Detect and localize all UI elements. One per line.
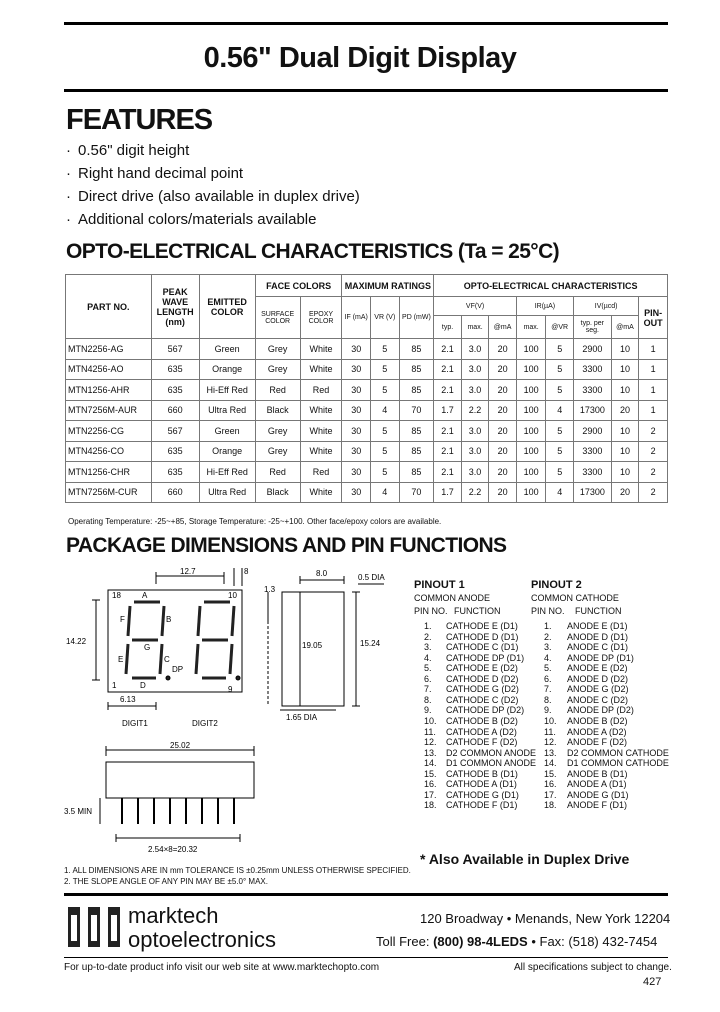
header-face-colors: FACE COLORS xyxy=(255,275,342,297)
pin-function: ANODE G (D2) xyxy=(567,684,629,695)
header-peak-wavelength: PEAK WAVE LENGTH (nm) xyxy=(151,275,199,339)
table-cell: 635 xyxy=(151,462,199,483)
company-name-line2: optoelectronics xyxy=(128,927,276,952)
table-cell: Orange xyxy=(199,441,255,462)
table-cell: 70 xyxy=(399,400,434,421)
table-cell: 17300 xyxy=(573,482,611,503)
features-heading: FEATURES xyxy=(66,104,213,136)
table-cell: 2.2 xyxy=(461,400,489,421)
pin-function: CATHODE E (D1) xyxy=(446,621,518,631)
pin-number: 4. xyxy=(424,652,432,663)
table-cell: 2 xyxy=(639,462,668,483)
table-row xyxy=(66,359,668,380)
table-cell: 2.1 xyxy=(434,380,462,401)
marktech-logo-icon xyxy=(66,905,126,949)
table-cell: 100 xyxy=(516,359,546,380)
table-cell: 5 xyxy=(371,421,400,442)
pin-function: CATHODE DP (D1) xyxy=(446,652,525,663)
table-cell: 5 xyxy=(371,339,400,360)
segment-e-label: E xyxy=(118,655,124,664)
pin-number: 16. xyxy=(544,779,557,790)
table-cell: 660 xyxy=(151,400,199,421)
header-vf: VF(V) xyxy=(434,297,517,316)
table-cell: 20 xyxy=(489,482,517,503)
table-cell: 10 xyxy=(611,380,639,401)
header-surface-color: SURFACE COLOR xyxy=(255,297,300,339)
segment-c-label: C xyxy=(164,655,170,664)
package-drawing xyxy=(64,562,404,872)
table-cell: 567 xyxy=(151,421,199,442)
dim-14-22: 14.22 xyxy=(66,637,87,646)
header-vr: VR (V) xyxy=(371,297,400,339)
table-cell: 100 xyxy=(516,421,546,442)
feature-item: · Direct drive (also available in duplex drive) xyxy=(66,188,360,205)
table-cell: 5 xyxy=(546,462,574,483)
table-cell: 4 xyxy=(546,400,574,421)
pin-function: D2 COMMON CATHODE xyxy=(567,747,669,758)
top-rule xyxy=(64,22,668,25)
table-cell: 3.0 xyxy=(461,421,489,442)
table-cell: 2900 xyxy=(573,421,611,442)
table-cell: 20 xyxy=(611,482,639,503)
header-pinout: PIN-OUT xyxy=(639,297,668,339)
table-cell: 5 xyxy=(371,441,400,462)
table-cell: MTN7256M-AUR xyxy=(66,400,152,421)
pin-number: 6. xyxy=(424,673,432,684)
dim-6-13: 6.13 xyxy=(120,695,136,704)
table-cell: 85 xyxy=(399,441,434,462)
title-rule xyxy=(64,89,668,92)
pin-function: D1 COMMON ANODE xyxy=(446,758,537,769)
pin-function: ANODE B (D2) xyxy=(567,715,628,726)
table-cell: MTN2256-CG xyxy=(66,421,152,442)
header-emitted-color: EMITTED COLOR xyxy=(199,275,255,339)
table-cell: 3.0 xyxy=(461,380,489,401)
pin-function: CATHODE G (D1) xyxy=(446,789,519,800)
table-cell: Green xyxy=(199,421,255,442)
table-cell: 1 xyxy=(639,359,668,380)
table-cell: 5 xyxy=(546,380,574,401)
table-cell: Ultra Red xyxy=(199,482,255,503)
table-cell: White xyxy=(300,359,342,380)
pin-number: 9. xyxy=(424,705,432,716)
table-cell: Grey xyxy=(255,441,300,462)
pin-function: CATHODE B (D1) xyxy=(446,768,518,779)
dim-8-0: 8.0 xyxy=(316,569,328,578)
page-number: 427 xyxy=(643,976,662,988)
segment-d-label: D xyxy=(140,681,146,690)
table-cell: 1 xyxy=(639,400,668,421)
pin-number: 1. xyxy=(424,621,432,631)
table-cell: 17300 xyxy=(573,400,611,421)
table-cell: 10 xyxy=(611,462,639,483)
pin-function: CATHODE E (D2) xyxy=(446,663,518,674)
page-title: 0.56" Dual Digit Display xyxy=(203,42,517,74)
table-cell: Black xyxy=(255,482,300,503)
pin-function: ANODE DP (D1) xyxy=(567,652,634,663)
table-cell: 20 xyxy=(489,462,517,483)
pin-number: 14. xyxy=(544,758,557,769)
pin-function: CATHODE DP (D2) xyxy=(446,705,525,716)
pin-number: 6. xyxy=(544,673,552,684)
pin-function: CATHODE G (D2) xyxy=(446,684,519,695)
pin-function: D1 COMMON CATHODE xyxy=(567,758,669,769)
table-cell: 30 xyxy=(342,339,371,360)
pin-function: ANODE D (D1) xyxy=(567,631,629,642)
table-cell: 3.0 xyxy=(461,462,489,483)
pin-function: ANODE F (D1) xyxy=(567,800,628,811)
header-at-ma: @mA xyxy=(611,316,639,339)
header-if: IF (mA) xyxy=(342,297,371,339)
pin-function: ANODE C (D2) xyxy=(567,694,629,705)
table-cell: 20 xyxy=(611,400,639,421)
table-cell: 100 xyxy=(516,339,546,360)
table-cell: 10 xyxy=(611,359,639,380)
table-cell: 2.2 xyxy=(461,482,489,503)
table-cell: 85 xyxy=(399,359,434,380)
pin-9-label: 9 xyxy=(228,685,233,694)
header-max: max. xyxy=(461,316,489,339)
header-part-no: PART NO. xyxy=(66,275,152,339)
pin-function: CATHODE D (D2) xyxy=(446,673,519,684)
table-cell: 100 xyxy=(516,400,546,421)
table-cell: White xyxy=(300,482,342,503)
table-cell: White xyxy=(300,421,342,442)
company-name-line1: marktech xyxy=(128,903,219,928)
pin-function: CATHODE F (D1) xyxy=(446,800,518,811)
table-cell: 5 xyxy=(371,462,400,483)
table-cell: 20 xyxy=(489,400,517,421)
pin-function: CATHODE A (D2) xyxy=(446,726,517,737)
dimension-note-2: 2. THE SLOPE ANGLE OF ANY PIN MAY BE ±5.0° MAX. xyxy=(64,877,268,886)
table-cell: 635 xyxy=(151,359,199,380)
table-cell: Orange xyxy=(199,359,255,380)
table-cell: 85 xyxy=(399,380,434,401)
table-cell: Hi-Eff Red xyxy=(199,380,255,401)
pin-10-label: 10 xyxy=(228,591,237,600)
table-cell: 3.0 xyxy=(461,441,489,462)
web-note: For up-to-date product info visit our web site at www.marktechopto.com xyxy=(64,962,380,973)
pin-function: CATHODE C (D2) xyxy=(446,694,519,705)
table-cell: 30 xyxy=(342,462,371,483)
dim-12-7: 12.7 xyxy=(180,567,196,576)
table-cell: MTN4256-AO xyxy=(66,359,152,380)
table-cell: 635 xyxy=(151,441,199,462)
dim-25-02: 25.02 xyxy=(170,741,191,750)
header-typ-per-seg: typ. per seg. xyxy=(573,316,611,339)
table-row xyxy=(66,400,668,421)
table-cell: 1 xyxy=(639,380,668,401)
table-cell: 20 xyxy=(489,421,517,442)
table-cell: 4 xyxy=(546,482,574,503)
header-typ: typ. xyxy=(434,316,462,339)
dim-pin-pitch: 2.54×8=20.32 xyxy=(148,845,198,854)
table-cell: 2 xyxy=(639,482,668,503)
table-cell: 1.7 xyxy=(434,482,462,503)
pinout1-title: PINOUT 1 xyxy=(414,579,465,591)
table-cell: 3300 xyxy=(573,441,611,462)
table-cell: 20 xyxy=(489,359,517,380)
table-cell: 85 xyxy=(399,339,434,360)
table-row xyxy=(66,421,668,442)
dimension-note-1: 1. ALL DIMENSIONS ARE IN mm TOLERANCE IS ±0.25mm UNLESS OTHERWISE SPECIFIED. xyxy=(64,866,411,875)
table-cell: Red xyxy=(255,462,300,483)
package-heading: PACKAGE DIMENSIONS AND PIN FUNCTIONS xyxy=(66,534,507,557)
pin-function: ANODE DP (D2) xyxy=(567,705,634,716)
digit1-label: DIGIT1 xyxy=(122,719,148,728)
operating-note: Operating Temperature: -25~+85, Storage Temperature: -25~+100. Other face/epoxy colors are available. xyxy=(68,517,442,526)
table-cell: 10 xyxy=(611,339,639,360)
table-cell: 30 xyxy=(342,380,371,401)
table-cell: 1.7 xyxy=(434,400,462,421)
pin-function: ANODE G (D1) xyxy=(567,789,629,800)
table-cell: White xyxy=(300,441,342,462)
characteristics-table xyxy=(65,274,668,503)
opto-heading: OPTO-ELECTRICAL CHARACTERISTICS (Ta = 25°C) xyxy=(66,240,560,263)
duplex-note: * Also Available in Duplex Drive xyxy=(420,851,630,867)
table-cell: 3300 xyxy=(573,462,611,483)
table-cell: 4 xyxy=(371,400,400,421)
pin-function: ANODE E (D2) xyxy=(567,663,628,674)
pinout2-type: COMMON CATHODE xyxy=(531,593,619,603)
dim-3-5-min: 3.5 MIN xyxy=(64,807,93,816)
pin-1-label: 1 xyxy=(112,681,117,690)
pinout2-title: PINOUT 2 xyxy=(531,579,582,591)
table-cell: 100 xyxy=(516,462,546,483)
pin-function: D2 COMMON ANODE xyxy=(446,747,537,758)
pin-function: ANODE D (D2) xyxy=(567,673,629,684)
pin-number: 7. xyxy=(544,684,552,695)
table-cell: 3.0 xyxy=(461,359,489,380)
table-cell: MTN2256-AG xyxy=(66,339,152,360)
toll-free-number: (800) 98-4LEDS xyxy=(433,934,528,949)
table-cell: 2.1 xyxy=(434,421,462,442)
pin-number: 8. xyxy=(544,694,552,705)
table-cell: Red xyxy=(300,380,342,401)
segment-f-label: F xyxy=(120,615,125,624)
dim-8: 8 xyxy=(244,567,249,576)
pin-function: CATHODE F (D2) xyxy=(446,737,518,748)
table-body xyxy=(66,339,668,503)
table-cell: 20 xyxy=(489,441,517,462)
table-cell: 5 xyxy=(371,359,400,380)
table-cell: 567 xyxy=(151,339,199,360)
pin-function: CATHODE D (D1) xyxy=(446,631,519,642)
table-cell: MTN1256-CHR xyxy=(66,462,152,483)
table-cell: 5 xyxy=(546,441,574,462)
dim-0-5-dia: 0.5 DIA xyxy=(358,573,385,582)
table-row xyxy=(66,441,668,462)
pinout1-type: COMMON ANODE xyxy=(414,593,491,603)
pin-number: 1. xyxy=(544,621,552,631)
table-cell: Grey xyxy=(255,359,300,380)
table-row xyxy=(66,482,668,503)
table-cell: Red xyxy=(300,462,342,483)
table-cell: Grey xyxy=(255,339,300,360)
table-cell: 2 xyxy=(639,421,668,442)
footer-thin-rule xyxy=(64,957,668,958)
pin-number: 17. xyxy=(424,789,437,800)
table-cell: 20 xyxy=(489,339,517,360)
table-cell: 30 xyxy=(342,482,371,503)
pin-number: 18. xyxy=(544,800,557,811)
feature-item: · 0.56" digit height xyxy=(66,142,190,159)
pin-number: 18. xyxy=(424,800,437,811)
pin-function: CATHODE A (D1) xyxy=(446,779,517,790)
pin-number: 14. xyxy=(424,758,437,769)
table-cell: 30 xyxy=(342,359,371,380)
pin-number: 9. xyxy=(544,705,552,716)
pin-number: 12. xyxy=(424,737,437,748)
pin-number: 7. xyxy=(424,684,432,695)
segment-a-label: A xyxy=(142,591,148,600)
contact-line: Toll Free: (800) 98-4LEDS • Fax: (518) 432-7454 xyxy=(376,934,658,949)
table-cell: 660 xyxy=(151,482,199,503)
pin-number: 3. xyxy=(424,642,432,653)
pin-number: 15. xyxy=(544,768,557,779)
table-cell: 2.1 xyxy=(434,441,462,462)
pin-function: ANODE E (D1) xyxy=(567,621,628,631)
table-cell: 10 xyxy=(611,421,639,442)
header-max-ratings: MAXIMUM RATINGS xyxy=(342,275,434,297)
pin-number: 11. xyxy=(544,726,556,737)
dim-1-65-dia: 1.65 DIA xyxy=(286,713,318,722)
table-cell: 5 xyxy=(546,339,574,360)
header-opto: OPTO-ELECTRICAL CHARACTERISTICS xyxy=(434,275,668,297)
pin-number: 5. xyxy=(544,663,552,674)
pin-function: ANODE F (D2) xyxy=(567,737,628,748)
table-cell: MTN4256-CO xyxy=(66,441,152,462)
table-cell: 10 xyxy=(611,441,639,462)
table-row xyxy=(66,339,668,360)
dim-15-24: 15.24 xyxy=(360,639,381,648)
header-pd: PD (mW) xyxy=(399,297,434,339)
table-cell: 3300 xyxy=(573,380,611,401)
table-cell: 2.1 xyxy=(434,359,462,380)
table-cell: 100 xyxy=(516,482,546,503)
table-cell: 85 xyxy=(399,421,434,442)
table-cell: 2.1 xyxy=(434,462,462,483)
table-cell: Black xyxy=(255,400,300,421)
pin-number: 3. xyxy=(544,642,552,653)
pin-function: ANODE B (D1) xyxy=(567,768,628,779)
pinout2-col-fn: FUNCTION xyxy=(575,606,622,616)
table-cell: 2 xyxy=(639,441,668,462)
spec-note: All specifications subject to change. xyxy=(514,962,672,973)
table-cell: 30 xyxy=(342,421,371,442)
pin-function: ANODE C (D1) xyxy=(567,642,629,653)
table-row xyxy=(66,380,668,401)
table-cell: 85 xyxy=(399,462,434,483)
table-cell: Red xyxy=(255,380,300,401)
pin-function: ANODE A (D1) xyxy=(567,779,627,790)
pin-function: ANODE A (D2) xyxy=(567,726,627,737)
table-cell: Grey xyxy=(255,421,300,442)
bottom-view-outline xyxy=(106,762,254,798)
table-cell: 4 xyxy=(371,482,400,503)
table-cell: 5 xyxy=(546,359,574,380)
table-cell: Ultra Red xyxy=(199,400,255,421)
pinout1-col-no: PIN NO. xyxy=(414,606,448,616)
pinout1-col-fn: FUNCTION xyxy=(454,606,501,616)
pin-number: 12. xyxy=(544,737,557,748)
dim-19-05: 19.05 xyxy=(302,641,323,650)
pin-number: 16. xyxy=(424,779,437,790)
pin-number: 13. xyxy=(544,747,557,758)
pin-number: 11. xyxy=(424,726,436,737)
table-cell: 5 xyxy=(371,380,400,401)
header-at-vr: @VR xyxy=(546,316,574,339)
pin-number: 13. xyxy=(424,747,437,758)
pinout2-col-no: PIN NO. xyxy=(531,606,565,616)
pin-number: 2. xyxy=(424,631,432,642)
pin-number: 10. xyxy=(544,715,557,726)
table-cell: 3.0 xyxy=(461,339,489,360)
table-cell: 5 xyxy=(546,421,574,442)
pin-number: 10. xyxy=(424,715,437,726)
pin-number: 5. xyxy=(424,663,432,674)
company-address: 120 Broadway • Menands, New York 12204 xyxy=(420,911,671,926)
table-cell: MTN1256-AHR xyxy=(66,380,152,401)
table-cell: 70 xyxy=(399,482,434,503)
table-cell: 3300 xyxy=(573,359,611,380)
pin-number: 8. xyxy=(424,694,432,705)
table-cell: White xyxy=(300,339,342,360)
feature-item: · Additional colors/materials available xyxy=(66,211,317,228)
segment-dp-label: DP xyxy=(172,665,184,674)
pin-number: 4. xyxy=(544,652,552,663)
table-cell: 635 xyxy=(151,380,199,401)
table-cell: 30 xyxy=(342,400,371,421)
footer-rule xyxy=(64,893,668,896)
dim-1-3: 1.3 xyxy=(264,585,276,594)
pin-18-label: 18 xyxy=(112,591,121,600)
pin-function: CATHODE B (D2) xyxy=(446,715,518,726)
feature-item: · Right hand decimal point xyxy=(66,165,244,182)
table-cell: 20 xyxy=(489,380,517,401)
table-cell: 100 xyxy=(516,380,546,401)
header-at-ma: @mA xyxy=(489,316,517,339)
table-cell: 2.1 xyxy=(434,339,462,360)
pin-number: 2. xyxy=(544,631,552,642)
table-cell: 30 xyxy=(342,441,371,462)
table-cell: 2900 xyxy=(573,339,611,360)
header-epoxy-color: EPOXY COLOR xyxy=(300,297,342,339)
table-row xyxy=(66,462,668,483)
table-cell: MTN7256M-CUR xyxy=(66,482,152,503)
header-ir: IR(µA) xyxy=(516,297,573,316)
table-cell: 1 xyxy=(639,339,668,360)
table-cell: Hi-Eff Red xyxy=(199,462,255,483)
header-iv: IV(µcd) xyxy=(573,297,638,316)
pin-function: CATHODE C (D1) xyxy=(446,642,519,653)
table-cell: Green xyxy=(199,339,255,360)
table-cell: White xyxy=(300,400,342,421)
segment-g-label: G xyxy=(144,643,151,652)
table-cell: 100 xyxy=(516,441,546,462)
digit2-label: DIGIT2 xyxy=(192,719,218,728)
segment-b-label: B xyxy=(166,615,172,624)
pin-number: 17. xyxy=(544,789,557,800)
header-max: max. xyxy=(516,316,546,339)
pin-number: 15. xyxy=(424,768,437,779)
